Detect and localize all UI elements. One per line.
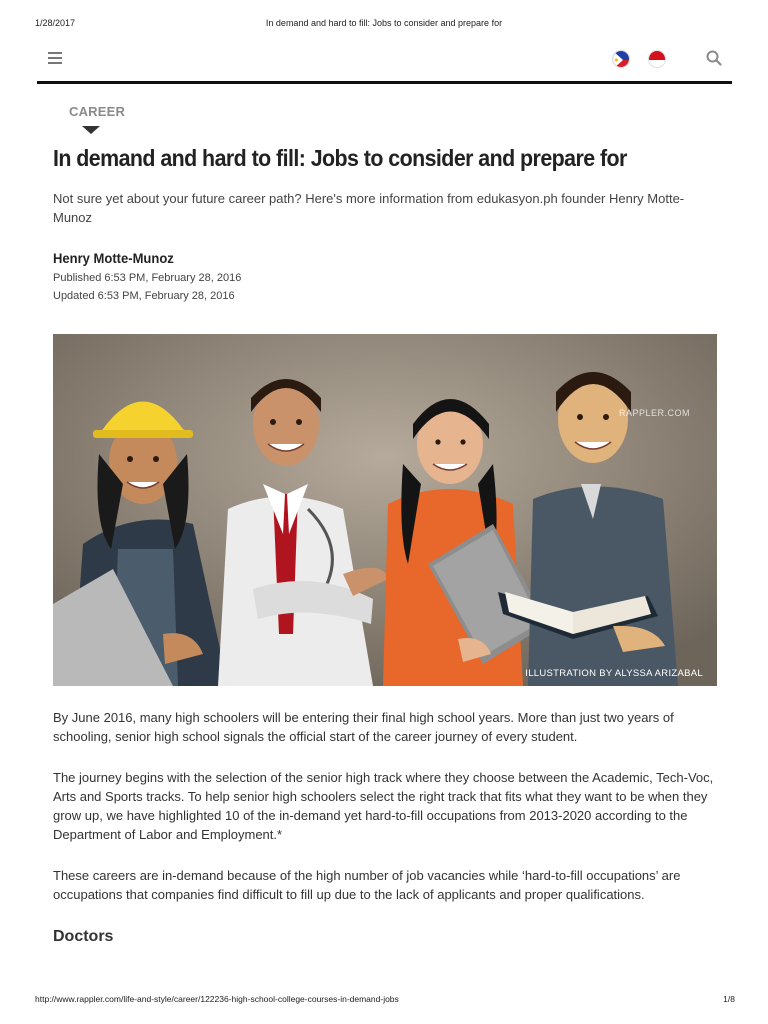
hero-watermark: RAPPLER.COM	[619, 408, 691, 418]
section-heading-doctors: Doctors	[53, 928, 114, 945]
hero-illustration-art	[53, 334, 717, 686]
print-url[interactable]: http://www.rappler.com/life-and-style/career/122236-high-school-college-courses-in-demand-jobs	[35, 994, 399, 1004]
hero-illustration	[53, 334, 717, 686]
hero-image-credit: ILLUSTRATION BY ALYSSA ARIZABAL	[525, 668, 703, 679]
body-paragraph-1: By June 2016, many high schoolers will be entering their final high school years. More than just two years of schooling, senior high school signals the official start of the career journey of every student.	[53, 710, 674, 744]
body-paragraph-2: The journey begins with the selection of the senior high track where they choose between the Academic, Tech-Voc, Arts and Sports tracks. To help senior high schoolers select the right track that fits what they want to be when they grow up, we have highlighted 10 of the in-demand yet hard-to-fill occupations from 2013-2020 according to the Department of Labor and Employment.*	[53, 770, 714, 842]
article-author[interactable]: Henry Motte-Munoz	[53, 250, 174, 266]
category-arrow-icon	[82, 126, 100, 134]
philippines-flag-icon[interactable]	[612, 50, 630, 68]
indonesia-flag-icon[interactable]	[648, 50, 666, 68]
print-header	[0, 0, 768, 40]
hamburger-menu-icon[interactable]	[48, 52, 62, 64]
print-page-number: 1/8	[723, 994, 735, 1004]
category-label[interactable]: CAREER	[69, 104, 126, 119]
print-date: 1/28/2017	[35, 18, 76, 28]
print-title: In demand and hard to fill: Jobs to consider and prepare for	[265, 18, 503, 28]
site-topbar	[37, 40, 732, 84]
article-dek: Not sure yet about your future career path? Here's more information from edukasyon.ph founder Henry Motte-Munoz	[53, 191, 685, 225]
body-paragraph-3: These careers are in-demand because of the high number of job vacancies while ‘hard-to-fill occupations’ are occupations that companies find difficult to fill up due to the lack of applicants and proper qualifications.	[53, 868, 681, 902]
published-timestamp: Published 6:53 PM, February 28, 2016	[53, 272, 242, 284]
article-headline: In demand and hard to fill: Jobs to consider and prepare for	[53, 145, 627, 171]
updated-timestamp: Updated 6:53 PM, February 28, 2016	[53, 290, 235, 302]
search-icon[interactable]	[705, 49, 723, 67]
